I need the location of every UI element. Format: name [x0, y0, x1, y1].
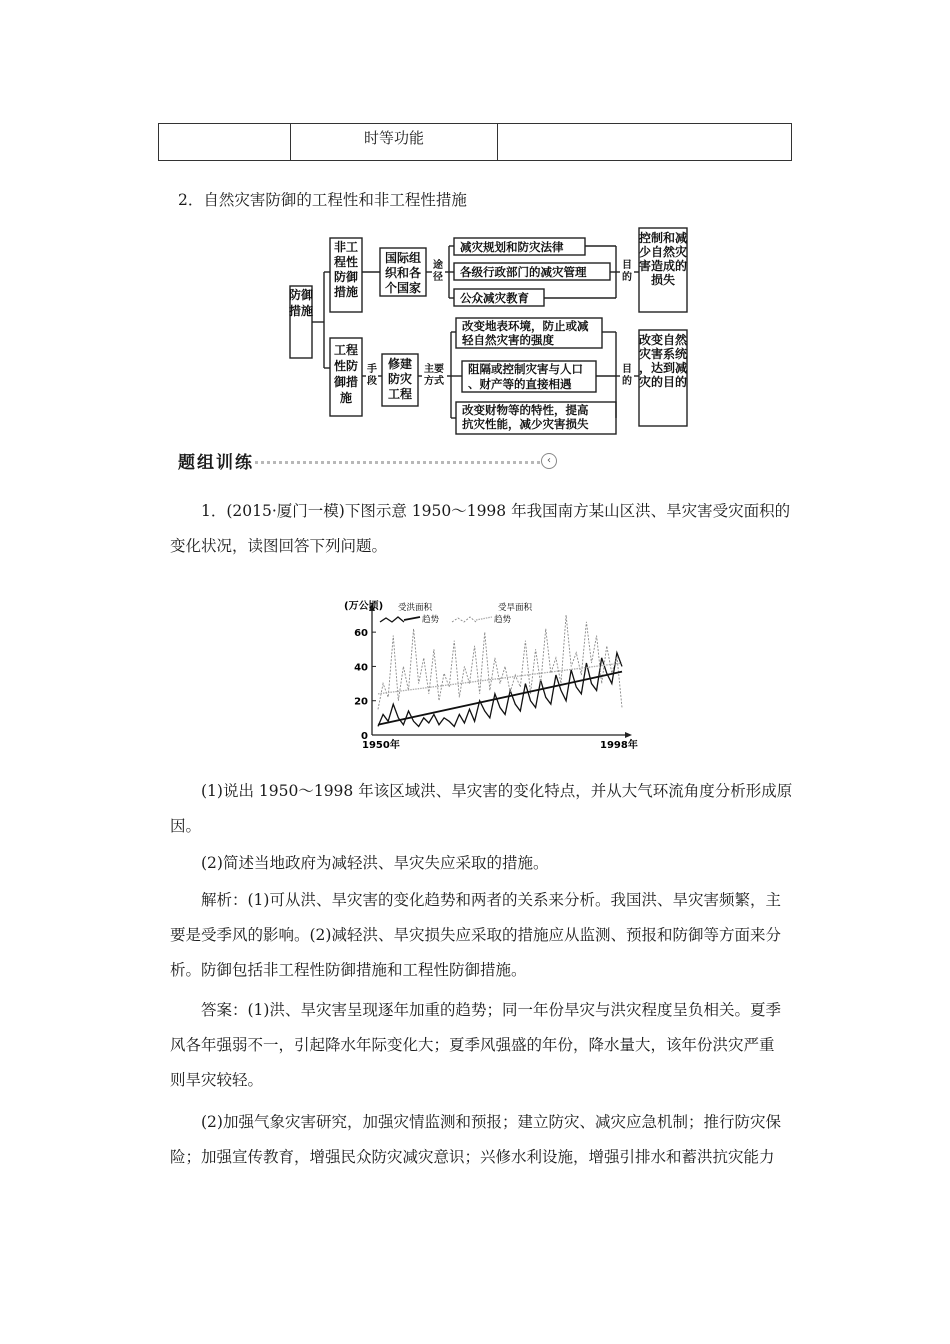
diagram-non-item-3: 公众减灾教育 [460, 291, 529, 305]
series-line-drought [378, 615, 622, 709]
diagram-eng-item-1: 改变地表环境，防止或减轻自然灾害的强度 [462, 319, 589, 347]
heading-dots [255, 461, 540, 464]
q1-answer2-line1: (2)加强气象灾害研究，加强灾情监测和预报；建立防灾、减灾应急机制；推行防灾保 [201, 1113, 781, 1131]
q1-analysis-line2: 要是受季风的影响。(2)减轻洪、旱灾损失应采取的措施应从监测、预报和防御等方面来分 [170, 926, 781, 944]
diagram-non-item-1: 减灾规划和防灾法律 [460, 240, 564, 254]
q1-answer-line3: 则旱灾较轻。 [170, 1071, 264, 1089]
q1-sub2 [170, 846, 810, 881]
q1-sub1-line1: (1)说出 1950～1998 年该区域洪、旱灾害的变化特点，并从大气环流角度分析形成原 [201, 782, 793, 800]
q1-analysis-line1: 解析：(1)可从洪、旱灾害的变化趋势和两者的关系来分析。我国洪、旱灾害频繁，主 [201, 891, 781, 909]
x-start-label: 1950年 [362, 740, 400, 751]
flood-trend-line [378, 672, 622, 725]
q1-sub2-line: (2)简述当地政府为减轻洪、旱灾失应采取的措施。 [201, 854, 549, 872]
section-heading: 题组训练 [178, 453, 254, 473]
table-cell-middle-text: 时等功能 [363, 129, 424, 147]
y-tick-label: 0 [361, 731, 368, 742]
q1-sub1 [170, 774, 810, 844]
q1-stem-line1: 1．(2015·厦门一模)下图示意 1950～1998 年我国南方某山区洪、旱灾害受灾面积的 [201, 502, 791, 520]
diagram-build: 修建防灾工程 [387, 357, 413, 401]
diagram-org: 国际组织和各个国家 [384, 251, 422, 295]
diagram-means: 手段 [367, 364, 377, 387]
legend-flood-trend-swatch [404, 617, 420, 620]
diagram-eng: 工程性防御措施 [333, 343, 359, 405]
legend-flood-swatch [380, 617, 404, 622]
y-tick-label: 60 [354, 628, 368, 640]
diagram-eng-item-3: 改变财物等的特性，提高抗灾性能，减少灾害损失 [462, 403, 589, 431]
q1-analysis [170, 883, 810, 988]
q1-answer [170, 993, 810, 1098]
table-cell-middle [290, 123, 498, 161]
legend-drought-trend-swatch [476, 617, 492, 620]
diagram-route: 途径 [433, 260, 443, 283]
diagram-purpose1: 控制和减少自然灾害造成的损失 [638, 231, 688, 287]
diagram-purpose1-label: 目的 [622, 260, 632, 283]
section2-title: 2．自然灾害防御的工程性和非工程性措施 [178, 191, 467, 209]
table-cell-right [497, 123, 792, 161]
legend-drought-trend-label: 趋势 [494, 615, 512, 625]
q1-sub1-line2: 因。 [170, 817, 202, 835]
legend-drought-swatch [452, 617, 476, 622]
diagram-non-item-2: 各级行政部门的减灾管理 [460, 265, 587, 279]
measures-diagram [282, 226, 702, 441]
diagram-main-way: 主要方式 [424, 364, 444, 387]
x-end-label: 1998年 [600, 740, 638, 751]
y-tick-label: 40 [354, 662, 368, 674]
chevron-left-icon: ‹ [541, 453, 557, 469]
q1-answer-line2: 风各年强弱不一，引起降水年际变化大；夏季风强盛的年份，降水量大，该年份洪灾严重 [170, 1036, 775, 1054]
x-axis-arrow [625, 732, 632, 738]
q1-stem [170, 494, 810, 564]
table-cell-left [158, 123, 291, 161]
legend-flood-label: 受洪面积 [398, 603, 433, 613]
series-line-flood [378, 653, 622, 727]
legend-drought-label: 受旱面积 [498, 603, 533, 613]
q1-stem-line2: 变化状况，读图回答下列问题。 [170, 537, 388, 555]
legend-flood-trend-label: 趋势 [422, 615, 440, 625]
q1-analysis-line3: 析。防御包括非工程性防御措施和工程性防御措施。 [170, 961, 527, 979]
diagram-non-eng: 非工程性防御措施 [333, 240, 359, 299]
flood-drought-chart [340, 595, 640, 755]
diagram-purpose2: 改变自然灾害系统，达到减灾的目的 [638, 333, 688, 389]
diagram-root: 防御措施 [288, 288, 314, 318]
y-axis-label: (万公顷) [344, 601, 384, 612]
q1-answer2-line2: 险；加强宣传教育，增强民众防灾减灾意识；兴修水利设施，增强引排水和蓄洪抗灾能力 [170, 1148, 775, 1166]
y-tick-label: 20 [354, 696, 368, 708]
diagram-eng-item-2: 阻隔或控制灾害与人口、财产等的直接相遇 [468, 362, 583, 391]
diagram-purpose2-label: 目的 [622, 364, 632, 387]
q1-answer2 [170, 1105, 810, 1175]
q1-answer-line1: 答案：(1)洪、旱灾害呈现逐年加重的趋势；同一年份旱灾与洪灾程度呈负相关。夏季 [201, 1001, 781, 1019]
